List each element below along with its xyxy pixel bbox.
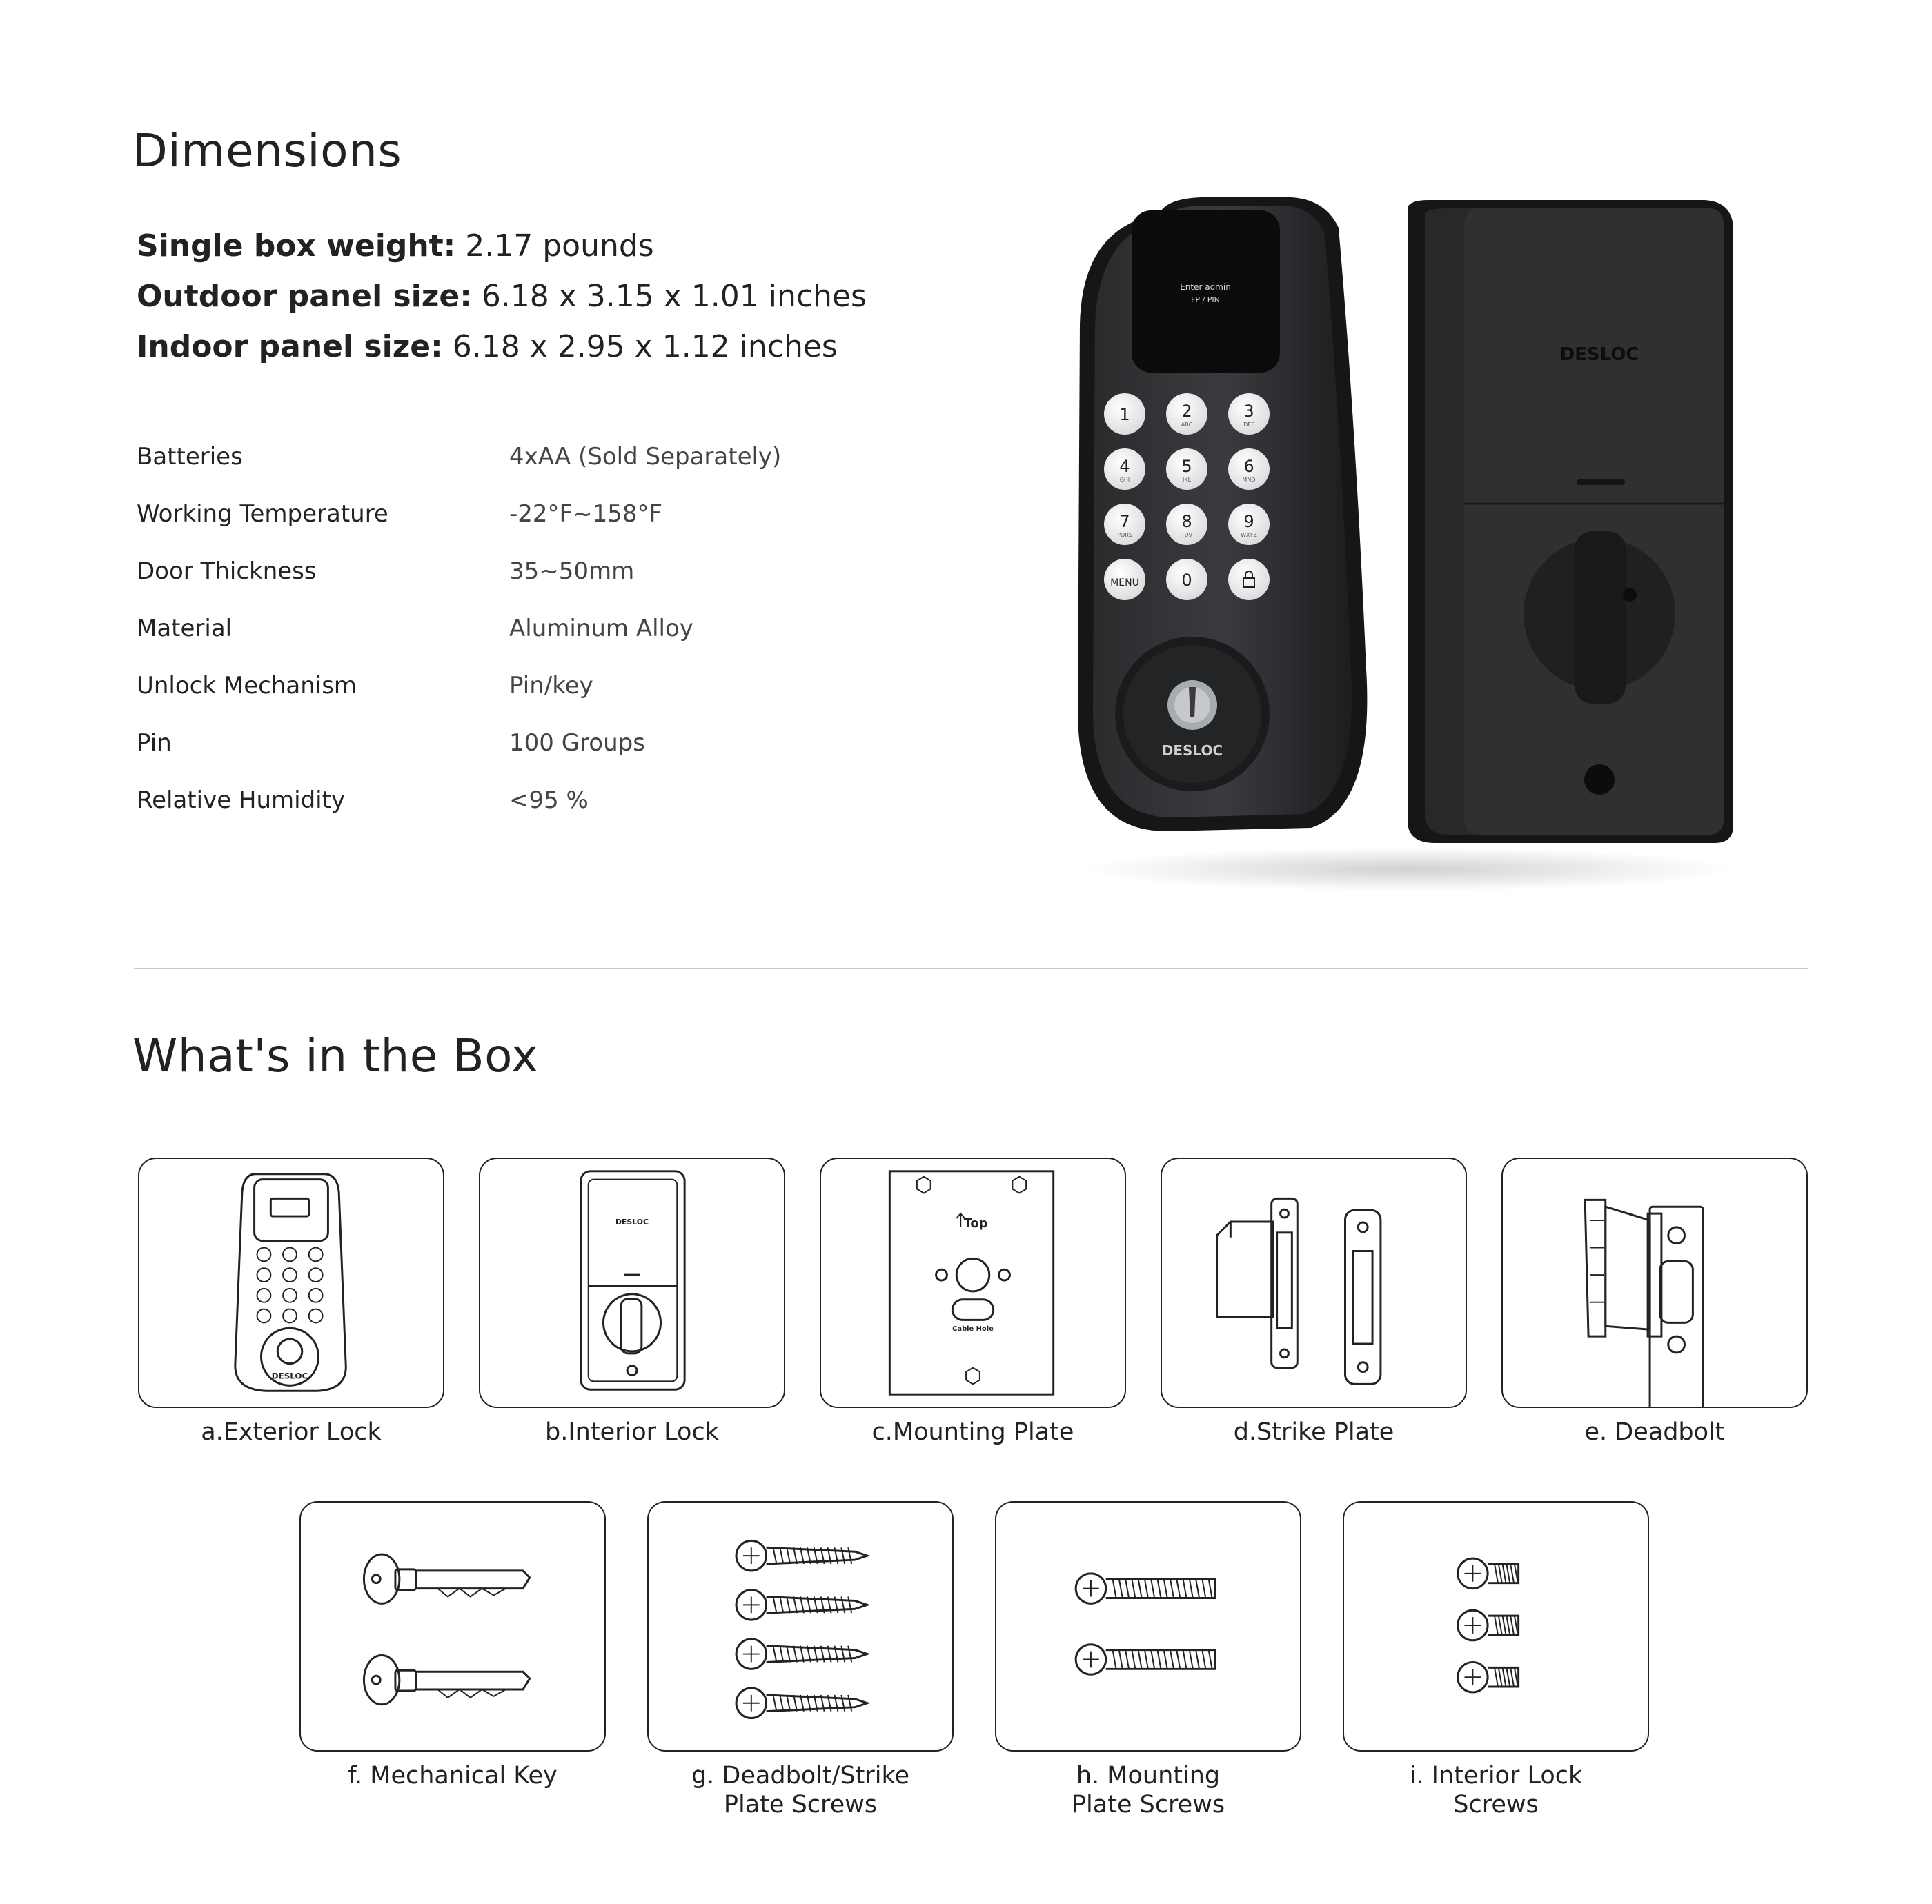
- spec-value: Aluminum Alloy: [509, 615, 693, 642]
- caption-interior-lock: b.Interior Lock: [545, 1418, 719, 1446]
- caption-deadbolt: e. Deadbolt: [1584, 1418, 1725, 1446]
- keypad-key: [1228, 504, 1270, 545]
- keypad-key-label: 7: [1119, 512, 1130, 531]
- brand-logo-text: DESLOC: [1161, 742, 1223, 759]
- brand-logo-text: DESLOC: [271, 1371, 308, 1381]
- spec-value: 100 Groups: [509, 729, 645, 757]
- spec-value: <95 %: [509, 786, 589, 814]
- dimensions-summary: [137, 221, 867, 372]
- spec-value: -22°F~158°F: [509, 500, 663, 528]
- screen-text: Enter admin: [1180, 282, 1231, 292]
- summary-label: Indoor panel size:: [137, 329, 443, 364]
- spec-value: 4xAA (Sold Separately): [509, 443, 782, 470]
- item-mounting-plate-screws: [995, 1501, 1301, 1752]
- product-image: [1063, 186, 1746, 897]
- deadbolt-strike-screws-drawing: [649, 1503, 952, 1750]
- keypad-key: [1166, 559, 1208, 600]
- interior-panel: [1408, 200, 1733, 843]
- keypad-key-label: 6: [1243, 457, 1254, 476]
- brand-logo-text: DESLOC: [615, 1217, 649, 1227]
- mechanical-key-drawing: [301, 1503, 604, 1750]
- spec-label: Unlock Mechanism: [137, 672, 357, 700]
- caption-mechanical-key: f. Mechanical Key: [348, 1762, 558, 1789]
- item-deadbolt: [1501, 1158, 1808, 1408]
- caption-strike-plate: d.Strike Plate: [1233, 1418, 1394, 1446]
- summary-row-outdoor: [137, 271, 867, 321]
- exterior-panel: [1078, 197, 1367, 831]
- spec-label: Material: [137, 615, 233, 642]
- caption-interior-lock-screws: i. Interior Lock Screws: [1409, 1762, 1583, 1818]
- keypad-key-letters: ABC: [1181, 422, 1193, 428]
- item-strike-plate: [1161, 1158, 1467, 1408]
- summary-value: 2.17 pounds: [465, 228, 654, 264]
- summary-row-weight: [137, 221, 867, 271]
- deadbolt-drawing: [1503, 1159, 1806, 1407]
- summary-value: 6.18 x 2.95 x 1.12 inches: [452, 329, 838, 364]
- item-interior-lock-screws: [1343, 1501, 1649, 1752]
- item-exterior-lock: [138, 1158, 444, 1408]
- screw: [1458, 1558, 1519, 1589]
- keypad-key-label: 0: [1181, 571, 1192, 590]
- keypad-key-label: 9: [1243, 512, 1254, 531]
- keypad-key-letters: PQRS: [1117, 532, 1132, 538]
- screw: [736, 1590, 867, 1620]
- item-interior-lock: [479, 1158, 785, 1408]
- caption-deadbolt-strike-screws: g. Deadbolt/Strike Plate Screws: [691, 1762, 910, 1818]
- screw: [736, 1688, 867, 1718]
- keypad-key: [1104, 393, 1145, 435]
- keypad-key-letters: DEF: [1243, 422, 1254, 428]
- summary-row-indoor: [137, 321, 867, 372]
- plate-top-label: Top: [963, 1216, 988, 1231]
- keypad-key-label: 4: [1119, 457, 1130, 476]
- keypad-key: [1104, 504, 1145, 545]
- keypad-key-label: MENU: [1110, 577, 1139, 588]
- spec-label: Pin: [137, 729, 172, 757]
- caption-mounting-plate-screws: h. Mounting Plate Screws: [1071, 1762, 1225, 1818]
- dimensions-title: Dimensions: [132, 124, 402, 177]
- keypad-key-label: 2: [1181, 401, 1192, 421]
- keypad-key-letters: TUV: [1181, 532, 1193, 538]
- summary-value: 6.18 x 3.15 x 1.01 inches: [481, 279, 867, 314]
- keypad-key-letters: MNO: [1242, 477, 1256, 483]
- keypad-key: [1228, 559, 1270, 600]
- keypad-key-label: 8: [1181, 512, 1192, 531]
- keypad-key-label: 5: [1181, 457, 1192, 476]
- caption-mounting-plate: c.Mounting Plate: [871, 1418, 1074, 1446]
- exterior-lock-drawing: [139, 1159, 443, 1407]
- brand-logo-text: DESLOC: [1559, 344, 1639, 365]
- spec-label: Batteries: [137, 443, 243, 470]
- screw: [1458, 1662, 1519, 1692]
- spec-label: Working Temperature: [137, 500, 388, 528]
- keypad-key-letters: GHI: [1119, 477, 1130, 483]
- keypad-key-label: 1: [1119, 405, 1130, 424]
- spec-value: 35~50mm: [509, 557, 635, 585]
- mounting-plate-drawing: [821, 1159, 1125, 1407]
- keypad-key: [1166, 504, 1208, 545]
- keypad-key: [1104, 559, 1145, 600]
- interior-lock-drawing: [480, 1159, 784, 1407]
- summary-label: Outdoor panel size:: [137, 279, 472, 314]
- item-deadbolt-strike-screws: [647, 1501, 954, 1752]
- screw: [1076, 1574, 1215, 1604]
- keypad-key: [1228, 393, 1270, 435]
- keypad-key: [1166, 393, 1208, 435]
- keypad-key: [1166, 448, 1208, 490]
- box-title: What's in the Box: [132, 1029, 539, 1082]
- keypad-key: [1104, 448, 1145, 490]
- summary-label: Single box weight:: [137, 228, 456, 264]
- spec-label: Door Thickness: [137, 557, 317, 585]
- item-mechanical-key: [299, 1501, 606, 1752]
- screw: [1458, 1610, 1519, 1640]
- keypad-key: [1228, 448, 1270, 490]
- interior-lock-screws-drawing: [1344, 1503, 1648, 1750]
- spec-label: Relative Humidity: [137, 786, 346, 814]
- strike-plate-drawing: [1162, 1159, 1466, 1407]
- caption-exterior-lock: a.Exterior Lock: [201, 1418, 382, 1446]
- spec-value: Pin/key: [509, 672, 593, 700]
- mounting-plate-screws-drawing: [996, 1503, 1300, 1750]
- screw: [1076, 1645, 1215, 1675]
- screw: [736, 1639, 867, 1669]
- keypad-key-letters: JKL: [1182, 477, 1192, 483]
- screen-text: FP / PIN: [1191, 295, 1220, 304]
- keypad-key-label: 3: [1243, 401, 1254, 421]
- keypad-key-letters: WXYZ: [1241, 532, 1257, 538]
- section-divider: [134, 968, 1808, 969]
- item-mounting-plate: [820, 1158, 1126, 1408]
- screw: [736, 1540, 867, 1571]
- plate-hole-label: Cable Hole: [952, 1325, 994, 1333]
